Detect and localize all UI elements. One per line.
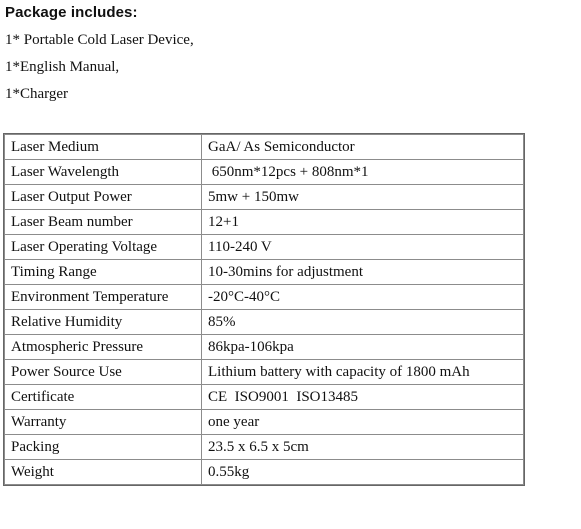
spec-value: CE ISO9001 ISO13485 [202, 385, 524, 410]
spec-label: Atmospheric Pressure [5, 335, 202, 360]
spec-label: Timing Range [5, 260, 202, 285]
spec-label: Laser Output Power [5, 185, 202, 210]
spec-label: Warranty [5, 410, 202, 435]
table-row [5, 410, 524, 435]
table-row [5, 360, 524, 385]
table-row [5, 435, 524, 460]
spec-value: Lithium battery with capacity of 1800 mAh [202, 360, 524, 385]
spec-value: 650nm*12pcs + 808nm*1 [202, 160, 524, 185]
package-includes-heading: Package includes: [5, 4, 138, 21]
spec-label: Laser Beam number [5, 210, 202, 235]
table-row [5, 285, 524, 310]
spec-value: one year [202, 410, 524, 435]
spec-label: Laser Medium [5, 135, 202, 160]
table-row [5, 210, 524, 235]
spec-value: 110-240 V [202, 235, 524, 260]
spec-value: GaA/ As Semiconductor [202, 135, 524, 160]
table-row [5, 235, 524, 260]
package-items-list [5, 30, 194, 111]
package-item-device: 1* Portable Cold Laser Device, [5, 32, 194, 48]
spec-value: 23.5 x 6.5 x 5cm [202, 435, 524, 460]
spec-value: 12+1 [202, 210, 524, 235]
spec-label: Certificate [5, 385, 202, 410]
table-row [5, 160, 524, 185]
table-row [5, 385, 524, 410]
spec-label: Relative Humidity [5, 310, 202, 335]
spec-value: 85% [202, 310, 524, 335]
table-row [5, 260, 524, 285]
spec-label: Weight [5, 460, 202, 485]
table-row [5, 335, 524, 360]
spec-value: 86kpa-106kpa [202, 335, 524, 360]
spec-label: Packing [5, 435, 202, 460]
table-row [5, 310, 524, 335]
spec-value: 5mw + 150mw [202, 185, 524, 210]
spec-value: 0.55kg [202, 460, 524, 485]
spec-label: Laser Operating Voltage [5, 235, 202, 260]
package-item-charger: 1*Charger [5, 86, 69, 102]
table-row [5, 460, 524, 485]
spec-label: Power Source Use [5, 360, 202, 385]
specification-table [4, 134, 524, 485]
spec-label: Laser Wavelength [5, 160, 202, 185]
spec-value: -20°C-40°C [202, 285, 524, 310]
package-item-manual: 1*English Manual, [5, 59, 120, 75]
table-row [5, 185, 524, 210]
spec-label: Environment Temperature [5, 285, 202, 310]
table-row [5, 135, 524, 160]
spec-value: 10-30mins for adjustment [202, 260, 524, 285]
